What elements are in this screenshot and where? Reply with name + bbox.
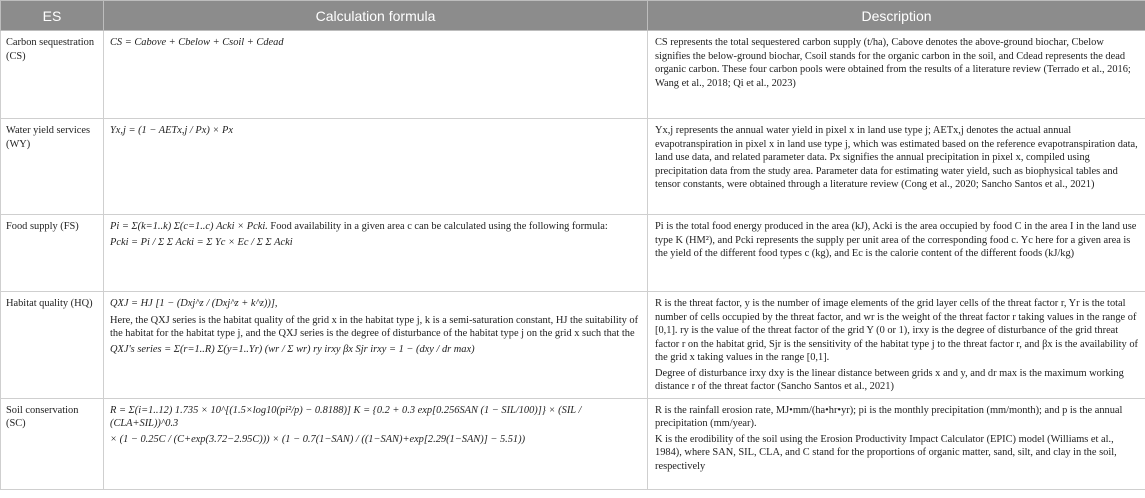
table-row — [1, 398, 1145, 489]
formula-text: QXJ = HJ [1 − (Dxj^z / (Dxj^z + k^z))], — [110, 298, 278, 309]
formula-note: Food availability in a given area c can be calculated using the following formula: — [270, 221, 608, 232]
description-text-2: K is the erodibility of the soil using the Erosion Productivity Impact Calculator (EPIC) model (Williams et al., 1984), where SAN, SIL, CLA, and C stand for the proportions of organic matter, sand, silt, and clay in the soil, respectively — [655, 433, 1117, 472]
description-cell: CS represents the total sequestered carbon supply (t/ha), Cabove denotes the above-ground biochar, Cbelow signifies the below-ground biochar, Csoil stands for the organic carbon in the soil, and Cdead represents the dead organic carbon. These four carbon pools were obtained from the results of a literature review (Terrado et al., 2016; Wang et al., 2018; Qi et al., 2023) — [648, 31, 1145, 119]
formula-note: Here, the QXJ series is the habitat quality of the grid x in the habitat type j, k is a semi-saturation constant, HJ the suitability of the habitat for the habitat type j, and the QXJ series is the degree of disturbance of the habitat type j on the grid x such that the — [110, 314, 639, 339]
es-cell: Food supply (FS) — [1, 215, 104, 292]
formula-cell — [104, 398, 648, 489]
formula-cell — [104, 215, 648, 292]
es-cell: Habitat quality (HQ) — [1, 292, 104, 399]
formula-cell — [104, 292, 648, 399]
header-description: Description — [648, 1, 1145, 31]
description-text-2: Degree of disturbance irxy dxy is the linear distance between grids x and y, and dr max is the maximum working distance r of the threat factor (Sancho Santos et al., 2021) — [655, 367, 1124, 392]
formula-text-2: Pcki = Pi / Σ Σ Acki = Σ Yc × Ec / Σ Σ Acki — [110, 236, 293, 248]
description-cell — [648, 398, 1145, 489]
description-cell — [648, 292, 1145, 399]
es-cell: Carbon sequestration (CS) — [1, 31, 104, 119]
header-es: ES — [1, 1, 104, 31]
formula-cell — [104, 119, 648, 215]
formula-text-2: × (1 − 0.25C / (C+exp(3.72−2.95C))) × (1 − 0.7(1−SAN) / ((1−SAN)+exp[2.29(1−SAN)] − 5.51)) — [110, 433, 526, 445]
header-formula: Calculation formula — [104, 1, 648, 31]
formula-cell — [104, 31, 648, 119]
formula-text: Pi = Σ(k=1..k) Σ(c=1..c) Acki × Pcki. — [110, 221, 268, 232]
table-row — [1, 292, 1145, 399]
es-cell: Water yield services (WY) — [1, 119, 104, 215]
description-cell: Pi is the total food energy produced in the area (kJ), Acki is the area occupied by food C in the area I in the land use type K (HM²), and Pcki represents the supply per unit area of the corresponding food c. Yc here for a given area is the yield of the different food types c (kg), and Ec is the calorie content of the different foods (kJ/kg) — [648, 215, 1145, 292]
formula-text: CS = Cabove + Cbelow + Csoil + Cdead — [110, 37, 284, 48]
table-row — [1, 119, 1145, 215]
description-text: R is the rainfall erosion rate, MJ•mm/(ha•hr•yr); pi is the monthly precipitation (mm/month); and p is the annual precipitation (mm/year). — [655, 404, 1123, 429]
es-cell: Soil conservation (SC) — [1, 398, 104, 489]
formula-text-2: QXJ's series = Σ(r=1..R) Σ(y=1..Yr) (wr / Σ wr) ry irxy βx Sjr irxy = 1 − (dxy / dr max) — [110, 343, 475, 355]
description-cell: Yx,j represents the annual water yield in pixel x in land use type j; AETx,j denotes the actual annual evapotranspiration in pixel x in land use type j, which was estimated based on the reference evapotranspiration data, land use data, and related parameter data. Px signifies the annual precipitation in pixel x, compiled using precipitation data from the study area. Parameter data for estimating water yield, such as biophysical tables and tensor constants, were obtained through a literature review (Cong et al., 2020; Sancho Santos et al., 2021) — [648, 119, 1145, 215]
formula-text: R = Σ(i=1..12) 1.735 × 10^[(1.5×log10(pi²/p) − 0.8188)] K = {0.2 + 0.3 exp[0.256SAN (1 − SIL/100)]} × (SIL / (CLA+SIL))^0.3 — [110, 404, 582, 429]
formula-text: Yx,j = (1 − AETx,j / Px) × Px — [110, 125, 233, 136]
table-row — [1, 31, 1145, 119]
header-row — [1, 1, 1145, 31]
table-row — [1, 215, 1145, 292]
description-text: R is the threat factor, y is the number of image elements of the grid layer cells of the threat factor r, Yr is the total number of cells occupied by the threat factor, and wr is the weight of the threat factor r taking values in the range of [0,1]. ry is the value of the threat factor of the grid Y (0 or 1), irxy is the degree of disturbance of the grid threat factor r on the habitat grid, Sjr is the sensitivity of the habitat type j to the threat factor r, and βx is the availability of the grid x taking values in the range [0,1]. — [655, 298, 1138, 363]
